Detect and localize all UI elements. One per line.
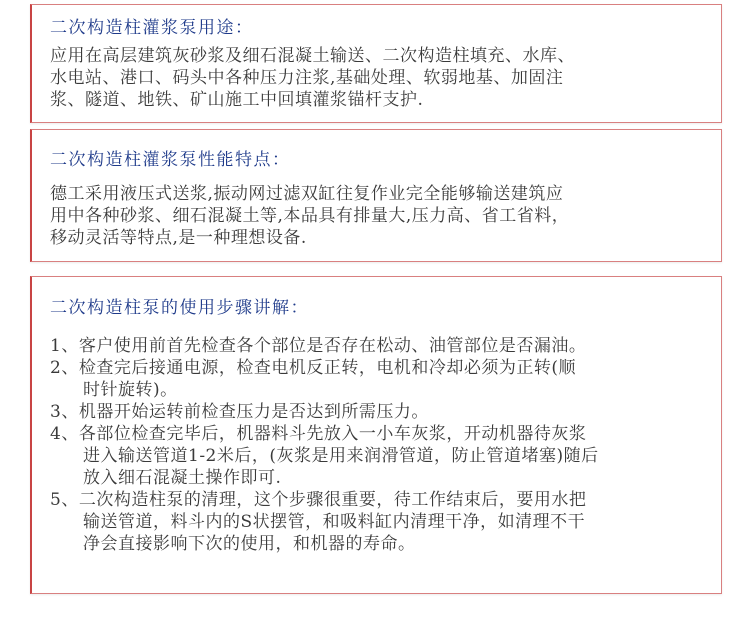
section-steps-body	[50, 335, 711, 555]
usage-line: 应用在高层建筑灰砂浆及细石混凝土输送、二次构造柱填充、水库、	[50, 46, 575, 66]
step-line: 时针旋转)。	[83, 380, 178, 400]
step-item-4	[50, 423, 711, 489]
features-line: 德工采用液压式送浆,振动网过滤双缸往复作业完全能够输送建筑应	[50, 184, 564, 204]
section-steps-panel	[30, 276, 722, 594]
features-line: 移动灵活等特点,是一种理想设备.	[50, 228, 307, 248]
step-line: 3、机器开始运转前检查压力是否达到所需压力。	[50, 402, 429, 422]
section-features-title: 二次构造柱灌浆泵性能特点：	[50, 150, 291, 170]
step-item-1	[50, 335, 711, 357]
section-usage-title: 二次构造柱灌浆泵用途：	[50, 18, 254, 38]
section-steps-title: 二次构造柱泵的使用步骤讲解：	[50, 298, 309, 318]
step-line: 4、各部位检查完毕后，机器料斗先放入一小车灰浆，开动机器待灰浆	[50, 424, 587, 444]
section-features-body	[50, 183, 711, 249]
step-item-5	[50, 489, 711, 555]
step-line: 5、二次构造柱泵的清理，这个步骤很重要，待工作结束后，要用水把	[50, 490, 587, 510]
step-line: 2、检查完后接通电源，检查电机反正转，电机和冷却必须为正转(顺	[50, 358, 576, 378]
section-usage-body	[50, 45, 711, 111]
features-line: 用中各种砂浆、细石混凝土等,本品具有排量大,压力高、省工省料，	[50, 206, 570, 226]
section-features-panel	[30, 129, 722, 262]
step-line: 1、客户使用前首先检查各个部位是否存在松动、油管部位是否漏油。	[50, 336, 587, 356]
step-line: 进入输送管道1-2米后，(灰浆是用来润滑管道，防止管道堵塞)随后	[83, 446, 599, 466]
usage-line: 浆、隧道、地铁、矿山施工中回填灌浆锚杆支护.	[50, 90, 424, 110]
section-usage-panel	[30, 4, 722, 123]
step-line: 输送管道，料斗内的S状摆管，和吸料缸内清理干净，如清理不干	[83, 512, 586, 532]
step-line: 放入细石混凝土操作即可.	[83, 468, 282, 488]
step-line: 净会直接影响下次的使用，和机器的寿命。	[83, 534, 416, 554]
usage-line: 水电站、港口、码头中各种压力注浆,基础处理、软弱地基、加固注	[50, 68, 564, 88]
step-item-3	[50, 401, 711, 423]
step-item-2	[50, 357, 711, 401]
